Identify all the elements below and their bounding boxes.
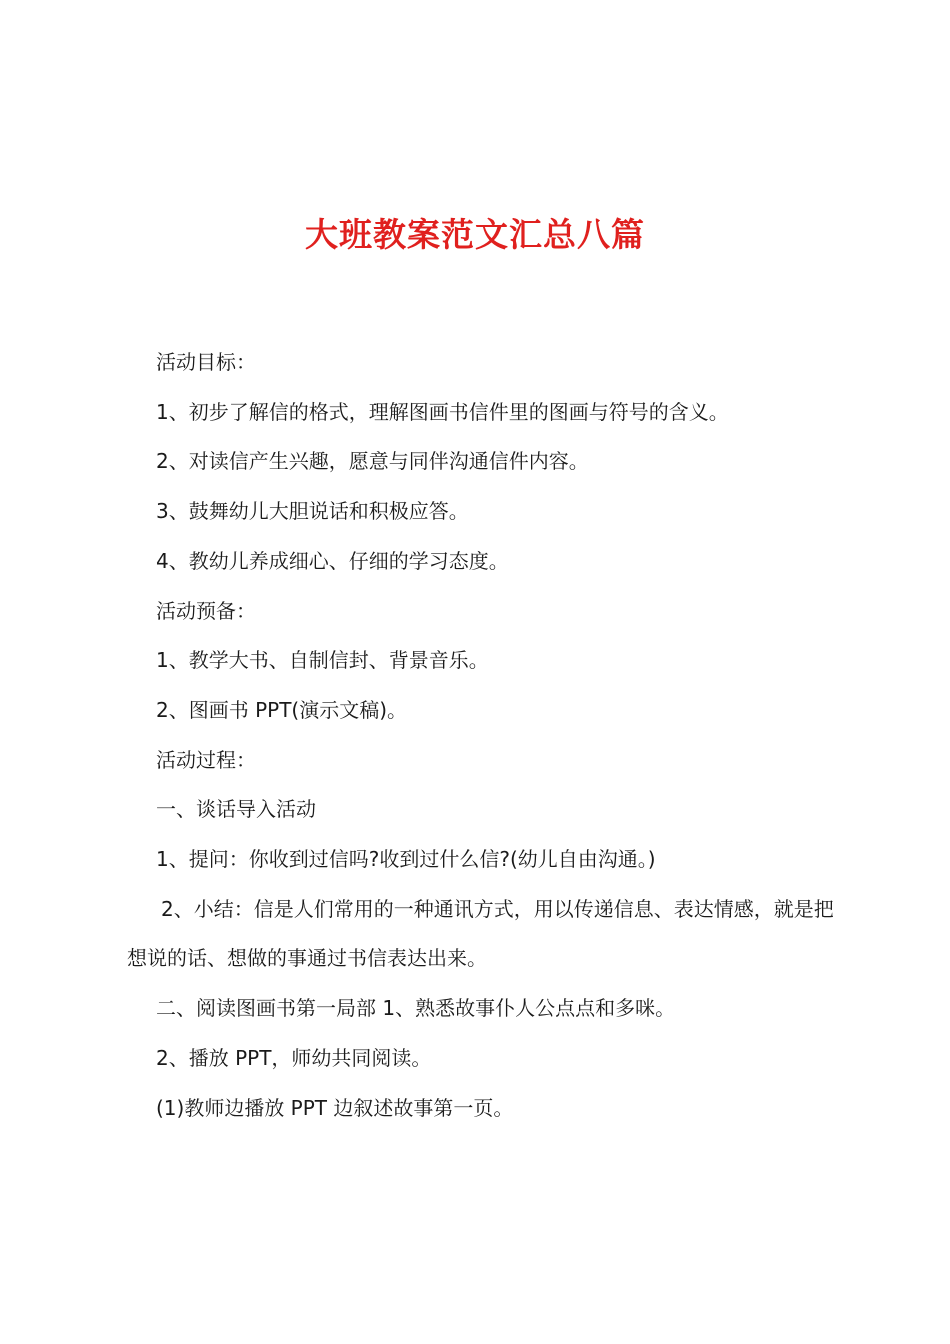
process-step-heading-2: 二、阅读图画书第一局部 1、熟悉故事仆人公点点和多咪。 <box>156 996 676 1021</box>
document-body <box>127 338 837 1133</box>
objective-item-2: 2、对读信产生兴趣，愿意与同伴沟通信件内容。 <box>156 449 589 474</box>
objective-item-3: 3、鼓舞幼儿大胆说话和积极应答。 <box>156 499 469 524</box>
section-heading-process: 活动过程： <box>156 747 256 772</box>
section-heading-objectives: 活动目标： <box>156 350 256 374</box>
objective-item-4: 4、教幼儿养成细心、仔细的学习态度。 <box>156 548 509 573</box>
document-title: 大班教案范文汇总八篇 <box>305 215 645 254</box>
process-step-question: 1、提问：你收到过信吗?收到过什么信?(幼儿自由沟通。) <box>156 847 656 872</box>
preparation-item-2: 2、图画书 PPT(演示文稿)。 <box>156 697 408 722</box>
process-step-summary: 2、小结：信是人们常用的一种通讯方式，用以传递信息、表达情感，就是把想说的话、想做的事通过书信表达出来。 <box>127 896 834 971</box>
objective-item-1: 1、初步了解信的格式，理解图画书信件里的图画与符号的含义。 <box>156 399 729 424</box>
preparation-item-1: 1、教学大书、自制信封、背景音乐。 <box>156 648 489 673</box>
process-step-heading-1: 一、谈话导入活动 <box>156 797 316 822</box>
section-heading-preparation: 活动预备： <box>156 598 256 623</box>
process-step-ppt: 2、播放 PPT，师幼共同阅读。 <box>156 1045 432 1070</box>
process-step-ppt-sub-1: (1)教师边播放 PPT 边叙述故事第一页。 <box>156 1095 514 1120</box>
